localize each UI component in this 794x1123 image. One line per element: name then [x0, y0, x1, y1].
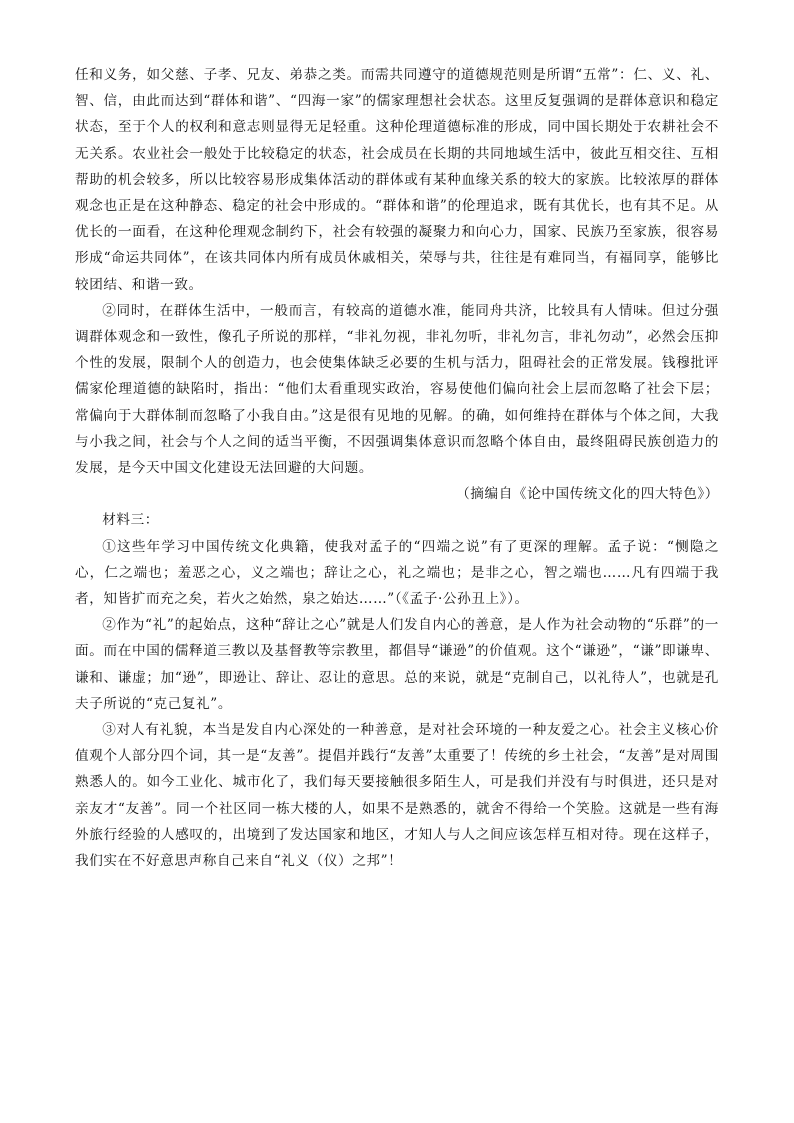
material-three-label: 材料三：	[102, 512, 159, 529]
material-three-paragraph-3: ③对人有礼貌，本当是发自内心深处的一种善意，是对社会环境的一种友爱之心。社会主义核心价值观个人部分四个词，其一是“友善”。提倡并践行“友善”太重要了！传统的乡土社会，“友善”是对周围熟悉人的。如今工业化、城市化了，我们每天要接触很多陌生人，可是我们并没有与时俱进，还只是对亲友才“友善”。同一个社区同一栋大楼的人，如果不是熟悉的，就舍不得给一个笑脸。这就是一些有海外旅行经验的人感叹的，出境到了发达国家和地区，才知人与人之间应该怎样互相对待。现在这样子，我们实在不好意思声称自己来自“礼义（仪）之邦”！	[75, 722, 719, 870]
source-citation: （摘编自《论中国传统文化的四大特色》）	[456, 486, 719, 503]
material-three-paragraph-2: ②作为“礼”的起始点，这种“辞让之心”就是人们发自内心的善意，是人作为社会动物的“乐群”的一面。而在中国的儒释道三教以及基督教等宗教里，都倡导“谦逊”的价值观。这个“谦逊”，“谦”即谦卑、谦和、谦虚；加“逊”，即逊让、辞让、忍让的意思。总的来说，就是“克制自己，以礼待人”，也就是孔夫子所说的“克己复礼”。	[75, 617, 719, 712]
document-body	[75, 62, 719, 874]
material-three-paragraph-1: ①这些年学习中国传统文化典籍，使我对孟子的“四端之说”有了更深的理解。孟子说：“恻隐之心，仁之端也；羞恶之心，义之端也；辞让之心，礼之端也；是非之心，智之端也……凡有四端于我者，知皆扩而充之矣，若火之始然，泉之始达……”（《孟子·公孙丑上》）。	[75, 538, 719, 608]
paragraph-continued: 任和义务，如父慈、子孝、兄友、弟恭之类。而需共同遵守的道德规范则是所谓“五常”：仁、义、礼、智、信，由此而达到“群体和谐”、“四海一家”的儒家理想社会状态。这里反复强调的是群体意识和稳定状态，至于个人的权利和意志则显得无足轻重。这种伦理道德标准的形成，同中国长期处于农耕社会不无关系。农业社会一般处于比较稳定的状态，社会成员在长期的共同地域生活中，彼此互相交往、互相帮助的机会较多，所以比较容易形成集体活动的群体或有某种血缘关系的较大的家族。比较浓厚的群体观念也正是在这种静态、稳定的社会中形成的。“群体和谐”的伦理追求，既有其优长，也有其不足。从优长的一面看，在这种伦理观念制约下，社会有较强的凝聚力和向心力，国家、民族乃至家族，很容易形成“命运共同体”，在该共同体内所有成员休戚相关，荣辱与共，往往是有难同当，有福同享，能够比较团结、和谐一致。	[75, 67, 719, 293]
paragraph-2: ②同时，在群体生活中，一般而言，有较高的道德水准，能同舟共济，比较具有人情味。但过分强调群体观念和一致性，像孔子所说的那样，“非礼勿视，非礼勿听，非礼勿言，非礼勿动”，必然会压抑个性的发展，限制个人的创造力，也会使集体缺乏必要的生机与活力，阻碍社会的正常发展。钱穆批评儒家伦理道德的缺陷时，指出：“他们太看重现实政治，容易使他们偏向社会上层而忽略了社会下层；常偏向于大群体制而忽略了小我自由。”这是很有见地的见解。的确，如何维持在群体与个体之间，大我与小我之间，社会与个人之间的适当平衡，不因强调集体意识而忽略个体自由，最终阻碍民族创造力的发展，是今天中国文化建设无法回避的大问题。	[75, 302, 719, 477]
